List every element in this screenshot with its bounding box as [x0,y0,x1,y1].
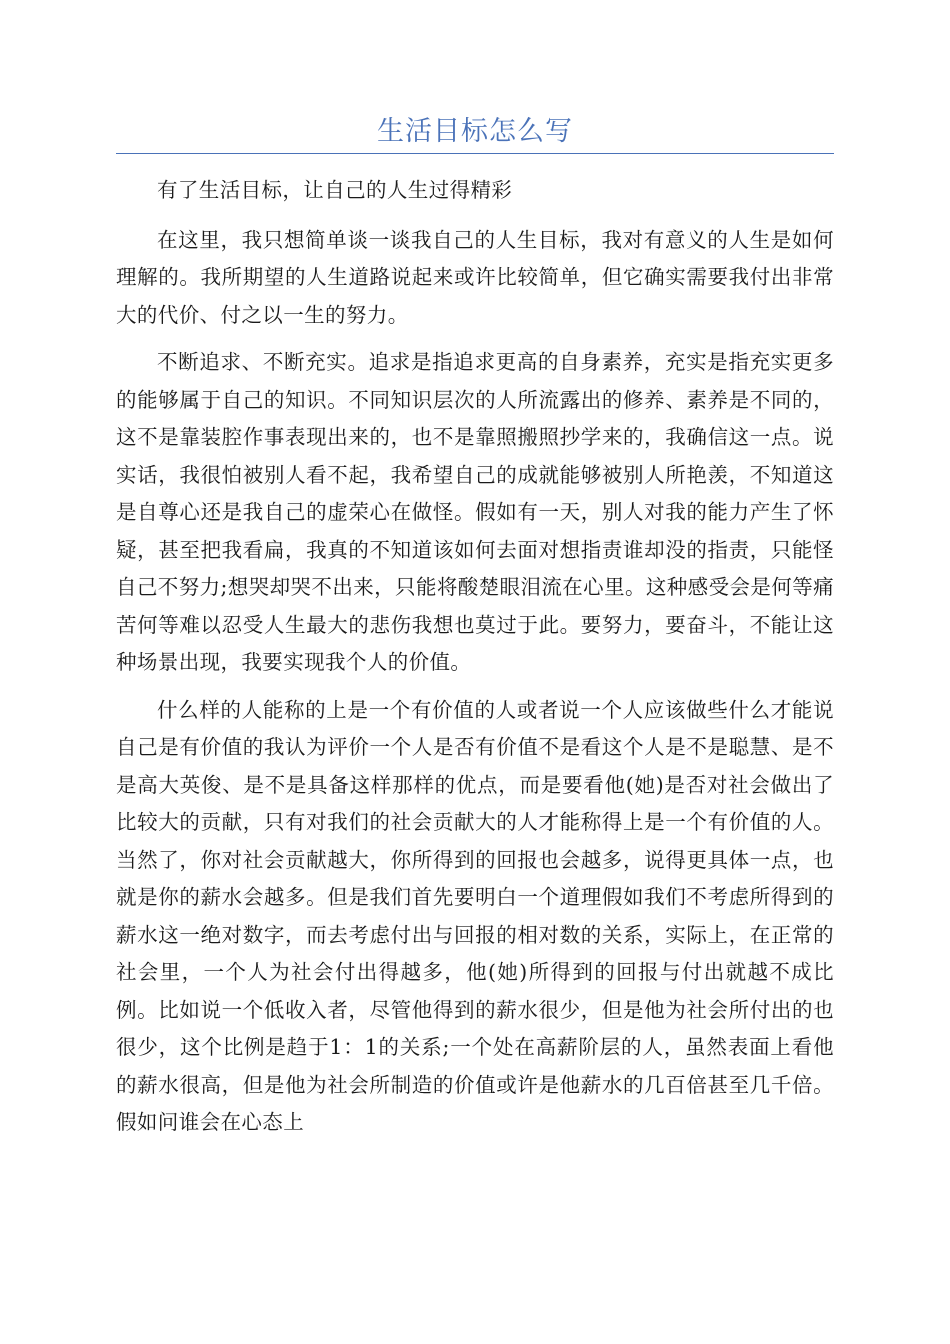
paragraph-intro: 在这里，我只想简单谈一谈我自己的人生目标，我对有意义的人生是如何理解的。我所期望的人生道路说起来或许比较简单，但它确实需要我付出非常大的代价、付之以一生的努力。 [116,227,834,327]
paragraph-subtitle: 有了生活目标，让自己的人生过得精彩 [157,178,513,202]
document-title: 生活目标怎么写 [377,116,573,147]
paragraph-pursuit: 不断追求、不断充实。追求是指追求更高的自身素养，充实是指充实更多的能够属于自己的知识。不同知识层次的人所流露出的修养、素养是不同的，这不是靠装腔作事表现出来的，也不是靠照搬照抄学来的，我确信这一点。说实话，我很怕被别人看不起，我希望自己的成就能够被别人所艳羡，不知道这是自尊心还是我自己的虚荣心在做怪。假如有一天，别人对我的能力产生了怀疑，甚至把我看扁，我真的不知道该如何去面对想指责谁却没的指责，只能怪自己不努力;想哭却哭不出来，只能将酸楚眼泪流在心里。这种感受会是何等痛苦何等难以忍受人生最大的悲伤我想也莫过于此。要努力，要奋斗，不能让这种场景出现，我要实现我个人的价值。 [116,350,834,674]
paragraph-value: 什么样的人能称的上是一个有价值的人或者说一个人应该做些什么才能说自己是有价值的我认为评价一个人是否有价值不是看这个人是不是聪慧、是不是高大英俊、是不是具备这样那样的优点，而是要看他(她)是否对社会做出了比较大的贡献，只有对我们的社会贡献大的人才能称得上是一个有价值的人。当然了，你对社会贡献越大，你所得到的回报也会越多，说得更具体一点，也就是你的薪水会越多。但是我们首先要明白一个道理假如我们不考虑所得到的薪水这一绝对数字，而去考虑付出与回报的相对数的关系，实际上，在正常的社会里，一个人为社会付出得越多，他(她)所得到的回报与付出就越不成比例。比如说一个低收入者，尽管他得到的薪水很少，但是他为社会所付出的也很少，这个比例是趋于1：1的关系;一个处在高薪阶层的人，虽然表面上看他的薪水很高，但是他为社会所制造的价值或许是他薪水的几百倍甚至几千倍。假如问谁会在心态上 [116,697,834,1134]
document-body [116,172,834,1152]
title-underline [116,153,834,154]
